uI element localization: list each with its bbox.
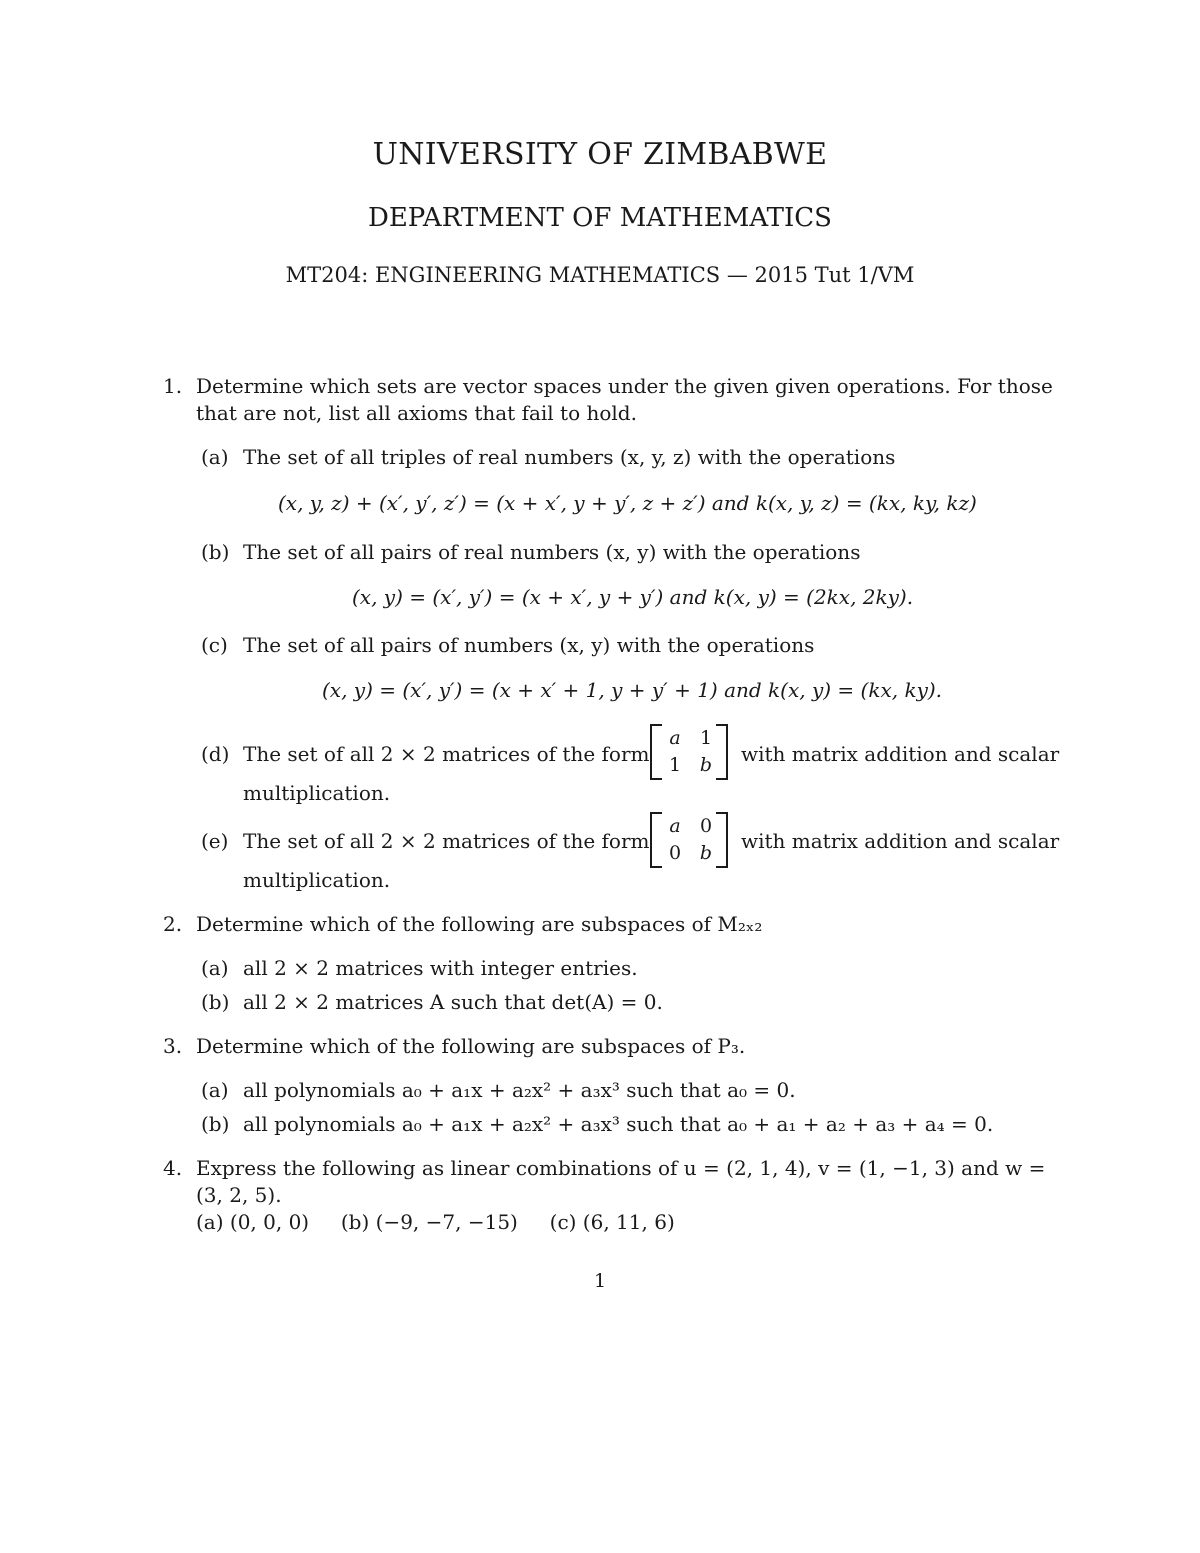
right-bracket [716,812,728,868]
matrix-cell: a [669,815,681,837]
left-bracket [650,724,662,780]
q4-number: 4. [163,1156,183,1180]
matrix-cell: a [669,727,681,749]
q2a-text: all 2 × 2 matrices with integer entries. [243,956,638,980]
matrix-cell: 1 [699,727,713,749]
university-title: UNIVERSITY OF ZIMBABWE [372,137,828,172]
course-title: MT204: ENGINEERING MATHEMATICS — 2015 Tut 1/VM [285,263,915,287]
q4-text-line1: Express the following as linear combinations of u = (2, 1, 4), v = (1, −1, 3) and w = [196,1156,1046,1180]
q1a-label: (a) [201,445,229,469]
q3-number: 3. [163,1034,183,1058]
q1d-label: (d) [201,742,230,766]
q2a-label: (a) [201,956,229,980]
matrix-cell: b [699,754,713,776]
q1e-text-line2: multiplication. [243,868,391,892]
matrix-cell: b [699,842,713,864]
q3a-label: (a) [201,1078,229,1102]
q2b-label: (b) [201,990,230,1014]
page-number: 1 [593,1270,607,1292]
right-bracket [716,724,728,780]
q1e-text-before: The set of all 2 × 2 matrices of the form [243,829,650,853]
department-title: DEPARTMENT OF MATHEMATICS [367,203,832,233]
q1c-formula: (x, y) = (x′, y′) = (x + x′ + 1, y + y′ + 1) and k(x, y) = (kx, ky). [322,678,943,702]
q1e-text-after: with matrix addition and scalar [741,829,1060,853]
matrix-cell: 0 [699,815,713,837]
q2b-text: all 2 × 2 matrices A such that det(A) = 0. [243,990,663,1014]
q1-text-line1: Determine which sets are vector spaces under the given given operations. For those [196,374,1053,398]
left-bracket [650,812,662,868]
q1d-text-after: with matrix addition and scalar [741,742,1060,766]
q1c-text: The set of all pairs of numbers (x, y) with the operations [243,633,815,657]
q1b-text: The set of all pairs of real numbers (x, y) with the operations [243,540,861,564]
q2-number: 2. [163,912,183,936]
q1a-text: The set of all triples of real numbers (x, y, z) with the operations [243,445,896,469]
q3b-text: all polynomials a₀ + a₁x + a₂x² + a₃x³ such that a₀ + a₁ + a₂ + a₃ + a₄ = 0. [243,1112,994,1136]
q1-text-line2: that are not, list all axioms that fail to hold. [196,401,637,425]
q3a-text: all polynomials a₀ + a₁x + a₂x² + a₃x³ such that a₀ = 0. [243,1078,796,1102]
q3-text: Determine which of the following are subspaces of P₃. [196,1034,746,1058]
q1-number: 1. [163,374,183,398]
q3b-label: (b) [201,1112,230,1136]
q4-parts: (a) (0, 0, 0) (b) (−9, −7, −15) (c) (6, 11, 6) [196,1210,675,1234]
q1b-label: (b) [201,540,230,564]
q1c-label: (c) [201,633,228,657]
matrix-cell: 0 [668,842,682,864]
matrix-cell: 1 [668,754,682,776]
q1d-text-before: The set of all 2 × 2 matrices of the form [243,742,650,766]
q4-text-line2: (3, 2, 5). [196,1183,282,1207]
q2-text: Determine which of the following are subspaces of M₂ₓ₂ [196,912,763,936]
q1d-text-line2: multiplication. [243,781,391,805]
q1a-formula: (x, y, z) + (x′, y′, z′) = (x + x′, y + y′, z + z′) and k(x, y, z) = (kx, ky, kz) [278,491,977,515]
q1b-formula: (x, y) = (x′, y′) = (x + x′, y + y′) and k(x, y) = (2kx, 2ky). [352,585,914,609]
q1e-label: (e) [201,829,229,853]
